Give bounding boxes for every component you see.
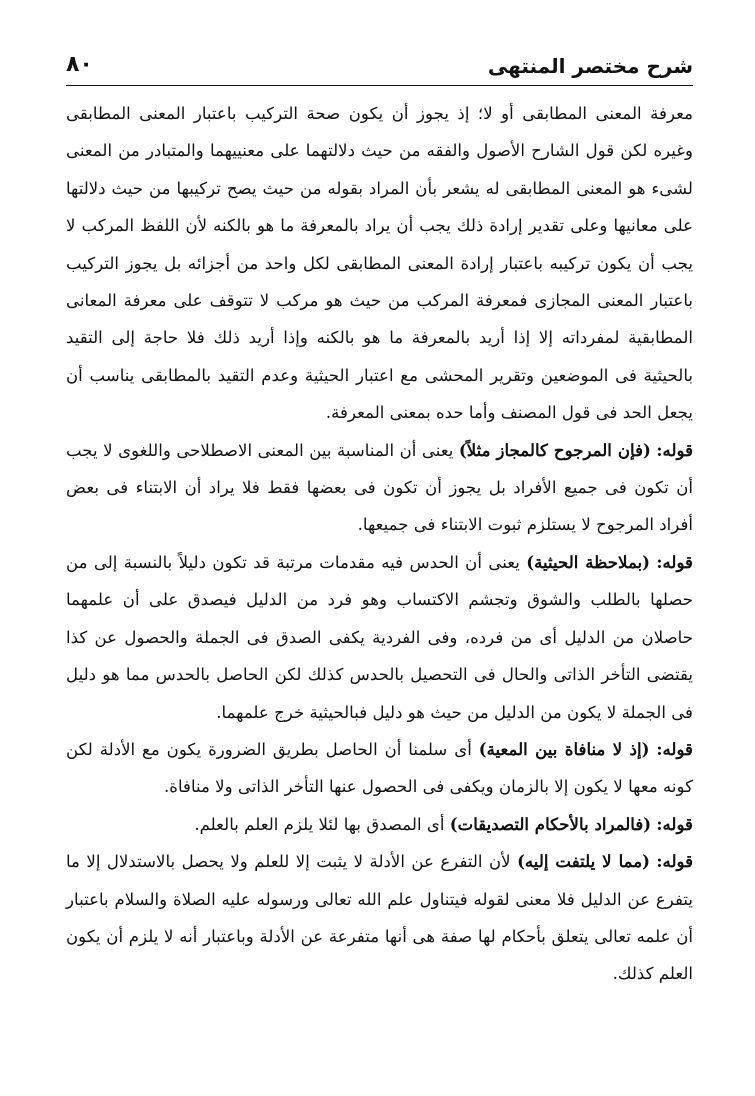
paragraph — [66, 843, 693, 993]
paragraph-text: معرفة المعنى المطابقى أو لا؛ إذ يجوز أن يكون صحة التركيب باعتبار المعنى المطابقى وغيره لكن قول الشارح الأصول والفقه من حيث دلالتهما على معنييهما والمتبادر من المعنى لشىء هو المعنى المطابقى له يشعر بأن المراد بقوله من حيث يصح تركيبها من حيث دلالتها على معانيها وعلى تقدير إرادة ذلك يجب أن يراد بالمعرفة ما هو بالكنه لأن اللفظ المركب لا يجب أن يكون تركيبه باعتبار إرادة المعنى المطابقى لكل واحد من أجزائه بل يجوز التركيب باعتبار المعنى المجازى فمعرفة المركب من حيث هو مركب لا تتوقف على معرفة المعانى المطابقية لمفرداته إلا إذا أريد بالمعرفة ما هو بالكنه وإذا أريد ذلك فلا حاجة إلى التقيد بالحيثية فى الموضعين وتقرير المحشى مع اعتبار الحيثية وعدم التقيد بالمطابقى يناسب أن يجعل الحد فى قول المصنف وأما حده بمعنى المعرفة. — [66, 104, 693, 423]
running-title: شرح مختصر المنتهى — [487, 54, 693, 78]
commentary-label: قوله: — [656, 439, 694, 460]
paragraph — [66, 544, 693, 731]
quoted-lemma: (إذ لا منافاة بين المعية) — [478, 738, 650, 759]
paragraph-text: يعنى أن الحدس فيه مقدمات مرتبة قد تكون دليلاً بالنسبة إلى من حصلها بالطلب والشوق وتجشم الاكتساب وهو فرد من الدليل فيصدق على أن علمهما حاصلان من الدليل أى من فرده، وفى الفردية يكفى الصدق فى الجملة والحصول عن كذا يقتضى التأخر الذاتى والحال فى التحصيل بالحدس كذلك لكن الحاصل بالحدس مما هو دليل فى الجملة لا يكون من الدليل من حيث هو دليل فبالحيثية خرج علمهما. — [66, 552, 693, 722]
page-body — [66, 95, 693, 993]
quoted-lemma: (بملاحظة الحيثية) — [526, 551, 651, 572]
paragraph — [66, 432, 693, 544]
quoted-lemma: (فإن المرجوح كالمجاز مثلاً) — [458, 439, 651, 460]
paragraph-text: يعنى أن المناسبة بين المعنى الاصطلاحى واللغوى لا يجب أن تكون فى جميع الأفراد بل يجوز أن تكون فى بعضها فقط فلا يراد أن الابتناء فى بعض أفراد المرجوح لا يستلزم ثبوت الابتناء فى جميعها. — [66, 440, 693, 535]
paragraph — [66, 806, 693, 843]
paragraph — [66, 95, 693, 432]
commentary-label: قوله: — [656, 551, 693, 572]
commentary-label: قوله: — [656, 738, 693, 759]
quoted-lemma: (فالمراد بالأحكام التصديقات) — [449, 813, 652, 834]
paragraph-text: لأن التفرع عن الأدلة لا يثبت إلا للعلم ولا يحصل بالاستدلال إلا ما يتفرع عن الدليل فلا معنى لقوله فيتناول علم الله تعالى ورسوله عليه الصلاة والسلام باعتبار أن علمه تعالى يتعلق بأحكام لها صفة هى أنها متفرعة عن الأدلة وباعتبار أنه لا يلزم أن يكون العلم كذلك. — [66, 852, 693, 984]
header-divider — [66, 85, 693, 86]
paragraph-text: أى المصدق بها لئلا يلزم العلم بالعلم. — [194, 814, 445, 834]
paragraph-text: أى سلمنا أن الحاصل بطريق الضرورة يكون مع الأدلة لكن كونه معها لا يكون إلا بالزمان ويكفى فى الحصول عنها التأخر الذاتى ولا منافاة. — [66, 739, 693, 797]
paragraph — [66, 731, 693, 806]
page-header — [66, 52, 693, 86]
quoted-lemma: (مما لا يلتفت إليه) — [517, 851, 650, 872]
commentary-label: قوله: — [656, 813, 693, 834]
commentary-label: قوله: — [656, 851, 694, 872]
page-number: ٨٠ — [66, 52, 93, 77]
